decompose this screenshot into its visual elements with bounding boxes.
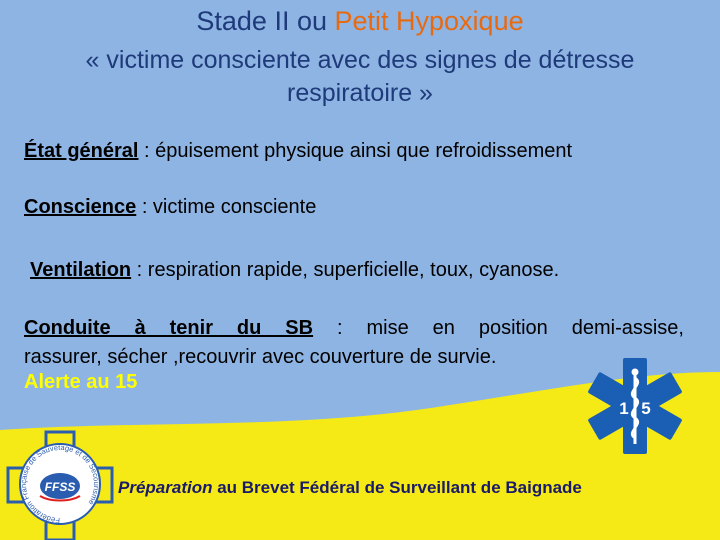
ventilation-label: Ventilation xyxy=(30,259,132,281)
etat-general-line xyxy=(24,140,572,163)
star-of-life-icon xyxy=(584,356,686,456)
etat-general-label: État général xyxy=(24,140,139,162)
footer-brevet: au Brevet Fédéral de Surveillant de Baignade xyxy=(212,478,582,497)
ventilation-line xyxy=(30,259,559,282)
conduite-text: : mise en position demi-assise, xyxy=(313,317,684,339)
conscience-text: : victime consciente xyxy=(136,196,317,218)
conduite-line-2: rassurer, sécher ,recouvrir avec couverture de survie. xyxy=(24,346,497,368)
svg-text:5: 5 xyxy=(641,399,651,418)
svg-text:FFSS: FFSS xyxy=(44,480,76,494)
slide-subtitle: « victime consciente avec des signes de détresse respiratoire » xyxy=(85,46,635,107)
svg-text:1: 1 xyxy=(619,399,629,418)
conduite-line-1 xyxy=(24,314,684,343)
slide-title xyxy=(0,6,720,37)
title-hypoxique: Petit Hypoxique xyxy=(334,6,524,36)
alerte-text: Alerte au 15 xyxy=(24,371,138,393)
conscience-line xyxy=(24,196,316,219)
conscience-label: Conscience xyxy=(24,196,137,218)
conduite-label: Conduite à tenir du SB xyxy=(24,317,314,339)
svg-text:Fédération Française de Sauvet: Fédération Française de Sauvetage et de Secourisme xyxy=(18,442,102,526)
footer-preparation: Préparation xyxy=(118,478,213,497)
ffss-logo xyxy=(6,430,114,540)
title-stage: Stade II ou xyxy=(196,6,335,36)
etat-general-text: : épuisement physique ainsi que refroidissement xyxy=(138,140,573,162)
footer-text xyxy=(118,478,582,498)
ventilation-text: : respiration rapide, superficielle, toux, cyanose. xyxy=(131,259,560,281)
